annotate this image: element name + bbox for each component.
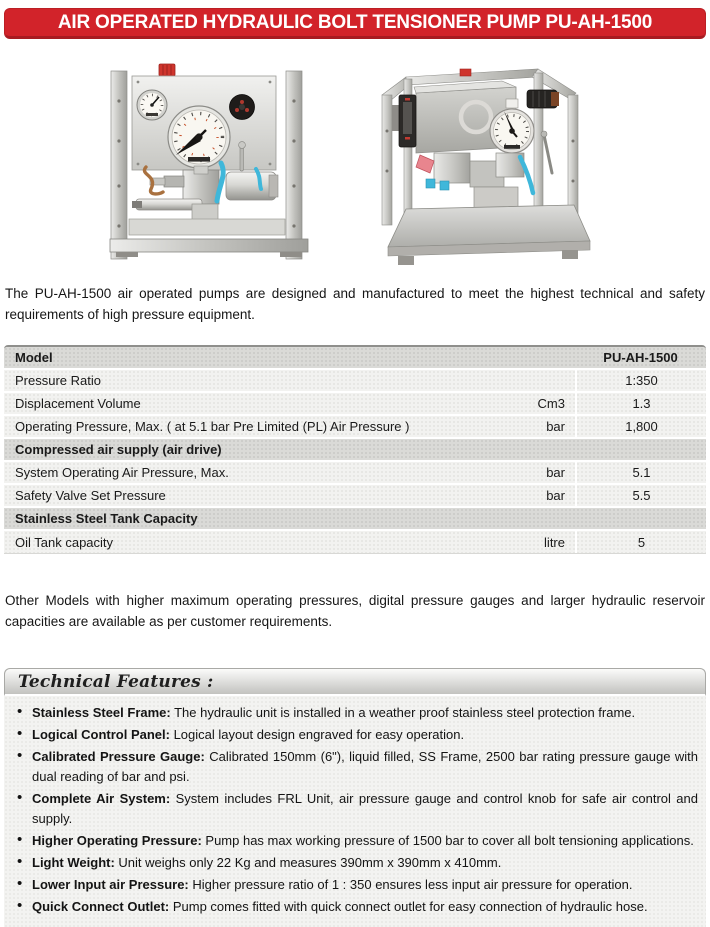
feature-title: Light Weight:: [32, 855, 115, 870]
feature-text: Higher pressure ratio of 1 : 350 ensures less input air pressure for operation.: [188, 877, 633, 892]
feature-stainless-steel-frame: [16, 703, 698, 723]
feature-title: Lower Input air Pressure:: [32, 877, 189, 892]
feature-title: Stainless Steel Frame:: [32, 705, 171, 720]
feature-text: Unit weighs only 22 Kg and measures 390mm x 390mm x 410mm.: [114, 855, 502, 870]
feature-text: Logical layout design engraved for easy operation.: [169, 727, 465, 742]
product-images-row: [0, 61, 710, 271]
table-row-operating-pressure: [4, 416, 706, 439]
air-gauge-icon: [137, 90, 167, 120]
frl-unit-icon: [392, 95, 416, 147]
page-title: AIR OPERATED HYDRAULIC BOLT TENSIONER PUMP PU-AH-1500: [57, 11, 653, 33]
table-row-displacement-volume: [4, 393, 706, 416]
feature-title: Quick Connect Outlet:: [32, 899, 170, 914]
table-row-safety-valve: [4, 485, 706, 508]
other-models-note: Other Models with higher maximum operating pressures, digital pressure gauges and larger hydraulic reservoir capacities are available as per customer requirements.: [5, 593, 705, 629]
technical-features-list: [4, 696, 706, 927]
red-cap: [460, 69, 471, 76]
feature-logical-control-panel: [16, 725, 698, 745]
table-header-row: [4, 347, 706, 370]
row-label: Pressure Ratio: [15, 373, 101, 388]
row-value: 5.5: [575, 485, 706, 506]
feature-text: Calibrated 150mm (6"), liquid filled, SS Frame, 2500 bar rating pressure gauge with dual reading of bar and psi.: [32, 749, 698, 784]
table-row-pressure-ratio: [4, 370, 706, 393]
row-value: 5.1: [575, 462, 706, 483]
feature-title: Higher Operating Pressure:: [32, 833, 202, 848]
spec-table: [4, 345, 706, 554]
row-value: 1:350: [575, 370, 706, 391]
row-label: Safety Valve Set Pressure: [15, 488, 166, 503]
pressure-gauge-icon: [168, 106, 230, 168]
section-label: Compressed air supply (air drive): [15, 442, 222, 457]
header-model-label: Model: [15, 350, 53, 365]
feature-text: System includes FRL Unit, air pressure gauge and control knob for safe air control and supply.: [32, 791, 698, 826]
product-image-front: [106, 61, 316, 271]
row-unit: Cm3: [537, 396, 565, 411]
table-section-tank-capacity: [4, 508, 706, 531]
feature-higher-operating-pressure: [16, 831, 698, 851]
row-unit: bar: [546, 419, 565, 434]
feature-text: The hydraulic unit is installed in a weather proof stainless steel protection frame.: [170, 705, 636, 720]
title-banner: [4, 8, 706, 39]
row-value: 1.3: [575, 393, 706, 414]
feature-text: Pump comes fitted with quick connect outlet for easy connection of hydraulic hose.: [169, 899, 648, 914]
feature-light-weight: [16, 853, 698, 873]
row-unit: [521, 370, 575, 391]
red-cap: [159, 64, 175, 76]
technical-features-section: [4, 668, 706, 927]
pump-assembly: [132, 166, 278, 226]
product-image-angled: [374, 61, 604, 271]
datasheet-page: [0, 8, 710, 914]
row-unit: bar: [546, 465, 565, 480]
row-label: System Operating Air Pressure, Max.: [15, 465, 229, 480]
table-row-oil-tank: [4, 531, 706, 554]
row-value: 1,800: [575, 416, 706, 437]
section-label: Stainless Steel Tank Capacity: [15, 511, 198, 526]
row-value: 5: [575, 531, 706, 553]
table-row-system-air-pressure: [4, 462, 706, 485]
row-label: Oil Tank capacity: [15, 534, 114, 550]
air-control-knob-icon: [527, 90, 559, 108]
pink-lever: [416, 155, 434, 173]
row-label: Displacement Volume: [15, 396, 141, 411]
header-model-value: PU-AH-1500: [603, 350, 678, 365]
intro-paragraph: The PU-AH-1500 air operated pumps are designed and manufactured to meet the highest technical and safety requirements of high pressure equipment.: [5, 286, 705, 322]
technical-features-title: Technical Features :: [18, 671, 214, 692]
feature-title: Logical Control Panel:: [32, 727, 170, 742]
base-frame: [110, 219, 308, 257]
row-label: Operating Pressure, Max. ( at 5.1 bar Pre Limited (PL) Air Pressure ): [15, 419, 410, 434]
feature-lower-input-air-pressure: [16, 875, 698, 895]
feature-complete-air-system: [16, 789, 698, 829]
table-section-compressed-air: [4, 439, 706, 462]
feature-title: Complete Air System:: [32, 791, 171, 806]
feature-quick-connect-outlet: [16, 897, 698, 917]
technical-features-header: [4, 668, 706, 696]
feature-text: Pump has max working pressure of 1500 bar to cover all bolt tensioning applications.: [201, 833, 694, 848]
base-plate: [388, 205, 590, 265]
feature-title: Calibrated Pressure Gauge:: [32, 749, 205, 764]
feature-calibrated-pressure-gauge: [16, 747, 698, 787]
pressure-gauge-icon: [490, 109, 534, 153]
row-unit: litre: [544, 534, 565, 550]
air-control-knob-icon: [230, 95, 255, 120]
row-unit: bar: [546, 488, 565, 503]
